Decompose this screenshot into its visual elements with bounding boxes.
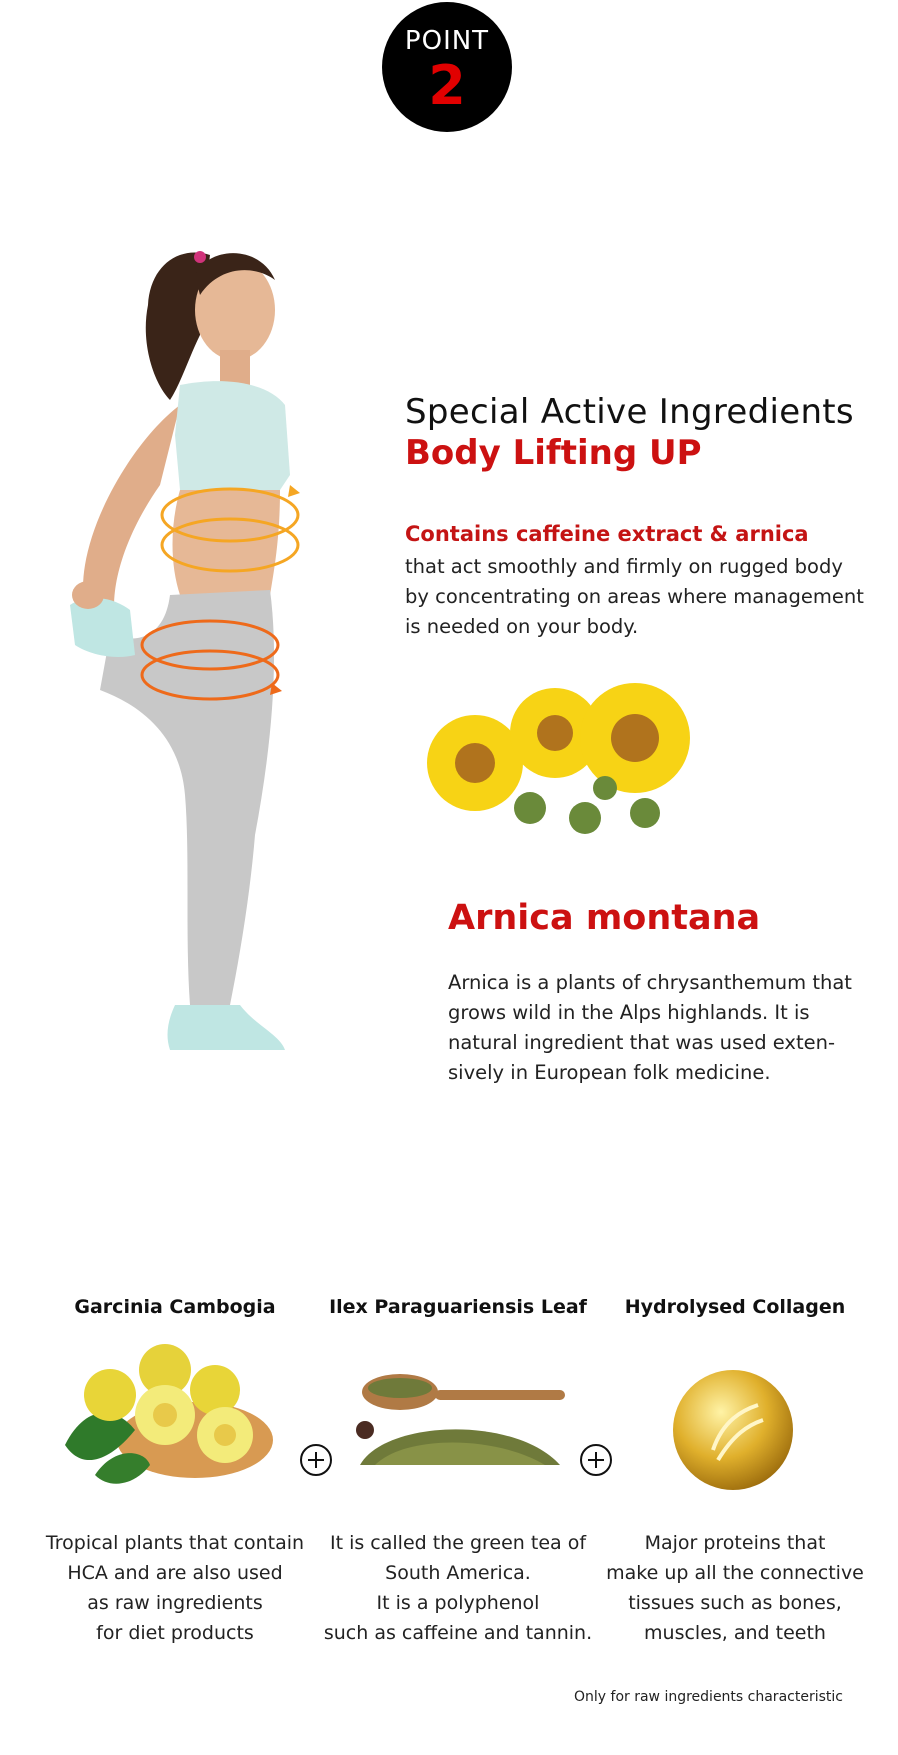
desc-line: as raw ingredients	[87, 1592, 263, 1614]
desc-line: South America.	[385, 1562, 531, 1584]
arnica-title: Arnica montana	[448, 898, 761, 938]
desc-line: Tropical plants that contain	[45, 1532, 305, 1554]
point-number: 2	[428, 54, 466, 117]
desc-line: It is a polyphenol	[376, 1592, 540, 1614]
ingredient-desc-ilex	[318, 1528, 598, 1648]
desc-line: make up all the connective	[606, 1562, 864, 1584]
desc-line: for diet products	[96, 1622, 254, 1644]
plus-icon	[580, 1444, 612, 1476]
arnica-line: Arnica is a plants of chrysanthemum that	[448, 971, 852, 994]
woman-stretching-image	[40, 235, 360, 1175]
arnica-description	[448, 968, 868, 1088]
point-label: POINT	[404, 26, 490, 56]
intro-line: that act smoothly and firmly on rugged body	[405, 555, 843, 578]
section-heading: Special Active Ingredients	[405, 392, 854, 432]
ingredient-desc-collagen	[605, 1528, 865, 1648]
desc-line: such as caffeine and tannin.	[323, 1622, 593, 1644]
intro-line: by concentrating on areas where management	[405, 585, 864, 608]
desc-line: tissues such as bones,	[628, 1592, 842, 1614]
desc-line: Major proteins that	[644, 1532, 826, 1554]
ingredient-desc-garcinia	[40, 1528, 310, 1648]
arnica-line: grows wild in the Alps highlands. It is	[448, 1001, 810, 1024]
section-heading-accent: Body Lifting UP	[405, 433, 702, 473]
footnote: Only for raw ingredients characteristic	[574, 1689, 843, 1705]
ingredient-name-ilex: Ilex Paraguariensis Leaf	[329, 1296, 587, 1318]
ingredient-subheading: Contains caffeine extract & arnica	[405, 522, 809, 546]
collagen-capsule-icon	[668, 1365, 798, 1495]
desc-line: muscles, and teeth	[644, 1622, 826, 1644]
desc-line: HCA and are also used	[67, 1562, 283, 1584]
intro-line: is needed on your body.	[405, 615, 639, 638]
arnica-line: natural ingredient that was used exten-	[448, 1031, 836, 1054]
plus-icon	[300, 1444, 332, 1476]
green-tea-leaf-icon	[345, 1370, 575, 1480]
ingredient-name-collagen: Hydrolysed Collagen	[624, 1296, 846, 1318]
intro-body	[405, 552, 895, 642]
desc-line: It is called the green tea of	[329, 1532, 587, 1554]
garcinia-fruit-icon	[55, 1335, 275, 1485]
arnica-flower-image	[420, 668, 720, 848]
ingredient-name-garcinia: Garcinia Cambogia	[74, 1296, 276, 1318]
arnica-line: sively in European folk medicine.	[448, 1061, 771, 1084]
